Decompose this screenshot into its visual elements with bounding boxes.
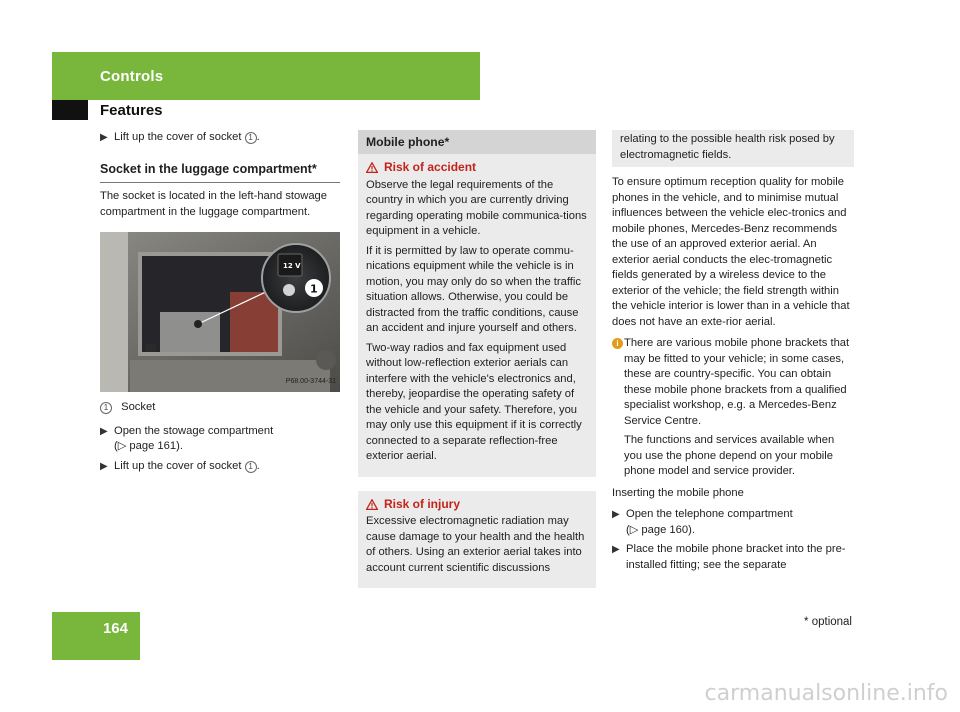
page-number-box [52, 612, 140, 660]
warning-paragraph: Excessive electromagnetic radiation may cause damage to your health and the health of others. Using an exterior aerial takes into account current scientific discussions [366, 515, 585, 574]
arrow-right-icon: ▶ [100, 132, 108, 143]
socket-photo [100, 232, 340, 392]
page-heading: Features [100, 102, 163, 119]
callout-number-icon: 1 [245, 132, 257, 144]
footnote: * optional [804, 616, 852, 628]
instruction-step [612, 507, 854, 538]
arrow-right-icon: ▶ [100, 425, 108, 437]
continued-warning-box [612, 130, 854, 167]
step-text: Open the stowage compartment [114, 424, 274, 437]
info-paragraph: The functions and services available when you use the phone depend on your mobile phone model and service provider. [624, 434, 835, 477]
photo-reference-code: P68.00-3744-31 [285, 377, 336, 385]
arrow-right-icon: ▶ [612, 509, 620, 520]
column-left [100, 130, 340, 478]
caption-text: Socket [121, 401, 156, 413]
info-note [612, 336, 854, 480]
warning-paragraph: If it is permitted by law to operate commu-nications equipment while the vehicle is in motion, you may only do so when the traffic situation allows. Otherwise, you could be distracted from the traffic conditions, cause an accident and injure yourself and others. [366, 244, 581, 334]
panel-title: Mobile phone* [358, 130, 596, 154]
body-paragraph: To ensure optimum reception quality for mobile phones in the vehicle, and to minimise mutual influences between the vehicle elec-tronics and mobile phones, Mercedes-Benz recommends the use of an approved exterior aerial. An exterior aerial conducts the elec-tromagnetic fields generated by a wireless device to the exterior of the vehicle; the field strength within the vehicle interior is lower than in a vehicle that does not have an exte-rior aerial. [612, 176, 850, 328]
column-middle [358, 130, 596, 588]
warning-paragraph: Two-way radios and fax equipment used without low-reflection exterior aerials can interfere with the vehicle's electronics and, thereby, jeopardise the operating safety of the vehicle and your safety. Therefore, you may only use this equipment if it is correctly connected to a separate reflection-free exterior aerial. [366, 341, 582, 462]
injury-panel [358, 491, 596, 589]
warning-heading [366, 497, 588, 513]
intro-paragraph: The socket is located in the left-hand stowage compartment in the luggage compartment. [100, 190, 327, 218]
panel-gap [358, 477, 596, 491]
header-tab-marker [52, 100, 88, 120]
subsection-label: Inserting the mobile phone [612, 486, 744, 499]
column-right [612, 130, 854, 577]
info-icon: i [612, 338, 623, 349]
step-text-end: . [256, 131, 260, 143]
watermark: carmanualsonline.info [704, 681, 948, 706]
photo-callout-number: 1 [310, 282, 318, 296]
warning-accident [358, 154, 596, 477]
warning-heading [366, 160, 588, 176]
socket-photo-illustration [100, 232, 340, 392]
socket-voltage-label: 12 V [283, 262, 301, 270]
page-reference-link[interactable]: (▷ page 161). [114, 440, 183, 452]
warning-paragraph: Observe the legal requirements of the country in which you are currently driving regarding operating mobile communica-tions equipment in a vehicle. [366, 178, 587, 237]
instruction-step [100, 130, 340, 146]
callout-number-icon: 1 [100, 402, 112, 414]
warning-injury [358, 491, 596, 589]
continued-warning-text: relating to the possible health risk posed by electromagnetic fields. [620, 133, 835, 161]
step-text: Open the telephone compartment [626, 508, 793, 520]
warning-triangle-icon [366, 162, 378, 173]
mobile-phone-panel [358, 130, 596, 477]
step-text: Lift up the cover of socket [114, 459, 242, 472]
info-paragraph: There are various mobile phone brackets that may be fitted to your vehicle; in some cases, these are country-specific. You can obtain these mobile phone brackets from a qualified specialist workshop, e.g. a Mercedes-Benz Service Centre. [624, 337, 850, 427]
section-subheading: Socket in the luggage compartment* [100, 162, 340, 184]
instruction-step [100, 424, 340, 455]
photo-caption [100, 400, 340, 416]
warning-title: Risk of injury [384, 496, 461, 511]
step-text-end: . [256, 459, 260, 472]
warning-triangle-icon [366, 499, 378, 510]
step-text: Place the mobile phone bracket into the pre-installed fitting; see the separate [626, 543, 846, 571]
page-number: 164 [102, 620, 128, 637]
arrow-right-icon: ▶ [100, 460, 108, 472]
instruction-step [100, 459, 340, 475]
callout-number-icon: 1 [245, 461, 257, 473]
section-title: Controls [100, 68, 164, 85]
step-text: Lift up the cover of socket [114, 131, 242, 143]
warning-title: Risk of accident [384, 160, 477, 174]
page-reference-link[interactable]: (▷ page 160). [626, 523, 695, 536]
instruction-step [612, 542, 854, 573]
arrow-right-icon: ▶ [612, 544, 620, 555]
